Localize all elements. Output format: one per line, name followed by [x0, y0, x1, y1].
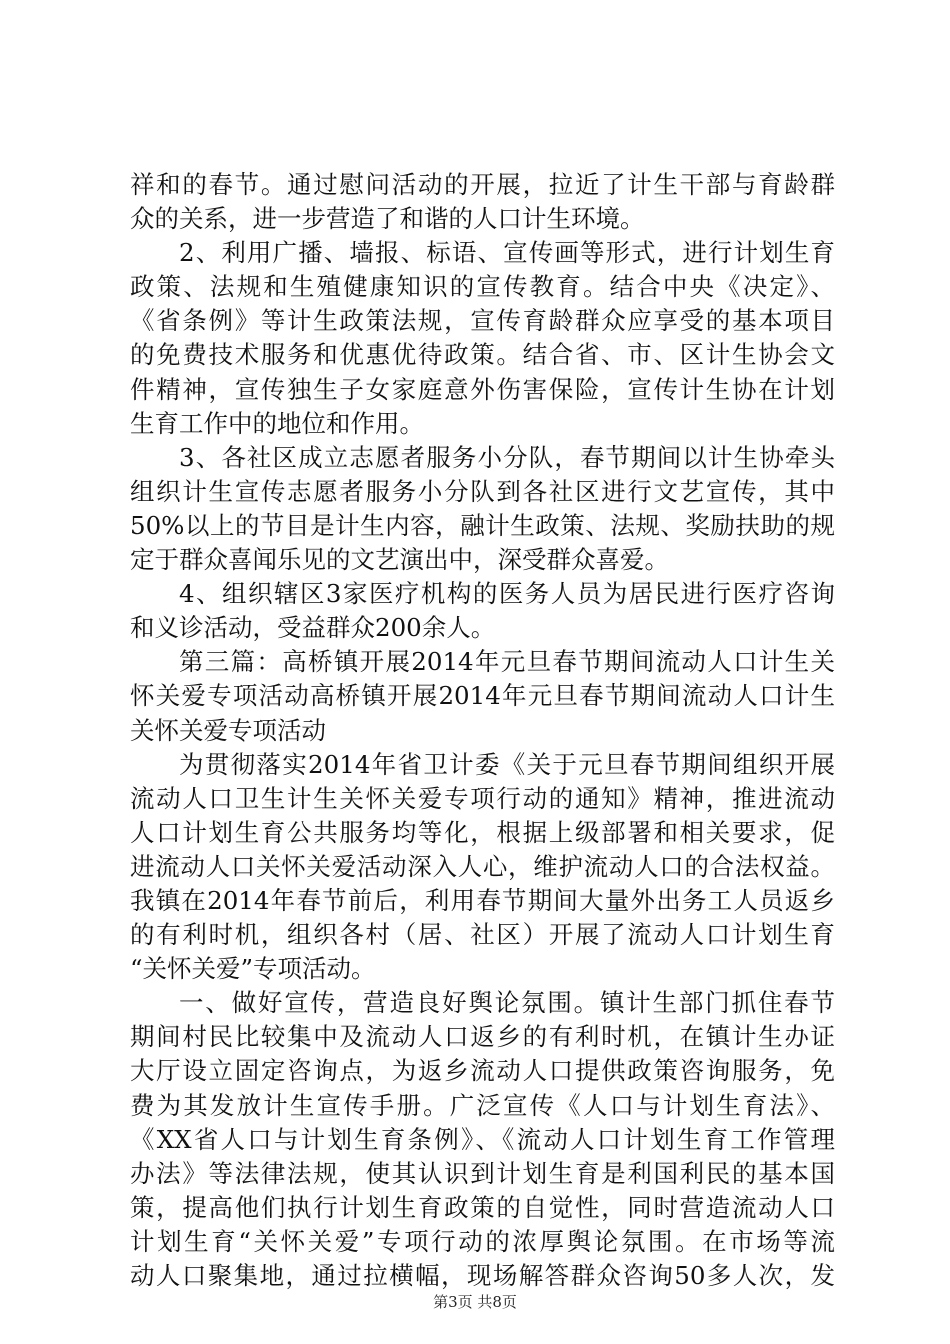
text-line: 第三篇：高桥镇开展2014年元旦春节期间流动人口计生关 — [179, 647, 835, 677]
text-line: 期间村民比较集中及流动人口返乡的有利时机，在镇计生办证 — [130, 1022, 835, 1052]
text-line: 关怀关爱专项活动 — [130, 715, 326, 745]
text-line: 3、各社区成立志愿者服务小分队，春节期间以计生协牵头 — [179, 442, 835, 472]
text-line: 《XX省人口与计划生育条例》、《流动人口计划生育工作管理 — [130, 1124, 835, 1154]
text-line: 众的关系，进一步营造了和谐的人口计生环境。 — [130, 204, 645, 234]
text-line: 件精神，宣传独生子女家庭意外伤害保险，宣传计生协在计划 — [130, 374, 835, 404]
page-footer: 第3页 共8页 — [433, 1293, 517, 1311]
text-line: 的免费技术服务和优惠优待政策。结合省、市、区计生协会文 — [130, 340, 835, 370]
document-body — [130, 168, 835, 1293]
text-line: 生育工作中的地位和作用。 — [130, 408, 424, 438]
text-line: 策，提高他们执行计划生育政策的自觉性，同时营造流动人口 — [130, 1192, 835, 1222]
text-line: 怀关爱专项活动高桥镇开展2014年元旦春节期间流动人口计生 — [130, 681, 835, 711]
text-line: 我镇在2014年春节前后，利用春节期间大量外出务工人员返乡 — [130, 885, 835, 915]
text-line: 50%以上的节目是计生内容，融计生政策、法规、奖励扶助的规 — [130, 510, 835, 540]
text-line: 计划生育“关怀关爱”专项行动的浓厚舆论氛围。在市场等流 — [130, 1226, 835, 1256]
text-line: 的有利时机，组织各村（居、社区）开展了流动人口计划生育 — [130, 920, 835, 950]
text-line: 和义诊活动，受益群众200余人。 — [130, 613, 496, 643]
text-line: 一、做好宣传，营造良好舆论氛围。镇计生部门抓住春节 — [179, 988, 835, 1018]
text-line: 为贯彻落实2014年省卫计委《关于元旦春节期间组织开展 — [179, 749, 835, 779]
text-line: 流动人口卫生计生关怀关爱专项行动的通知》精神，推进流动 — [130, 783, 835, 813]
text-line: 动人口聚集地，通过拉横幅，现场解答群众咨询50多人次，发 — [130, 1261, 835, 1290]
text-line: “关怀关爱”专项活动。 — [130, 954, 376, 984]
text-line: 组织计生宣传志愿者服务小分队到各社区进行文艺宣传，其中 — [130, 476, 835, 506]
text-line: 4、组织辖区3家医疗机构的医务人员为居民进行医疗咨询 — [179, 579, 835, 609]
text-line: 人口计划生育公共服务均等化，根据上级部署和相关要求，促 — [130, 817, 835, 847]
text-line: 定于群众喜闻乐见的文艺演出中，深受群众喜爱。 — [130, 545, 669, 575]
text-line: 2、利用广播、墙报、标语、宣传画等形式，进行计划生育 — [179, 238, 835, 268]
text-line: 办法》等法律法规，使其认识到计划生育是利国利民的基本国 — [130, 1158, 835, 1188]
text-line: 《省条例》等计生政策法规，宣传育龄群众应享受的基本项目 — [130, 306, 835, 336]
text-line: 祥和的春节。通过慰问活动的开展，拉近了计生干部与育龄群 — [130, 170, 835, 199]
text-line: 大厅设立固定咨询点，为返乡流动人口提供政策咨询服务，免 — [130, 1056, 835, 1086]
text-line: 进流动人口关怀关爱活动深入人心，维护流动人口的合法权益。 — [130, 851, 835, 881]
text-line: 费为其发放计生宣传手册。广泛宣传《人口与计划生育法》、 — [130, 1090, 835, 1120]
text-line: 政策、法规和生殖健康知识的宣传教育。结合中央《决定》、 — [130, 272, 835, 302]
